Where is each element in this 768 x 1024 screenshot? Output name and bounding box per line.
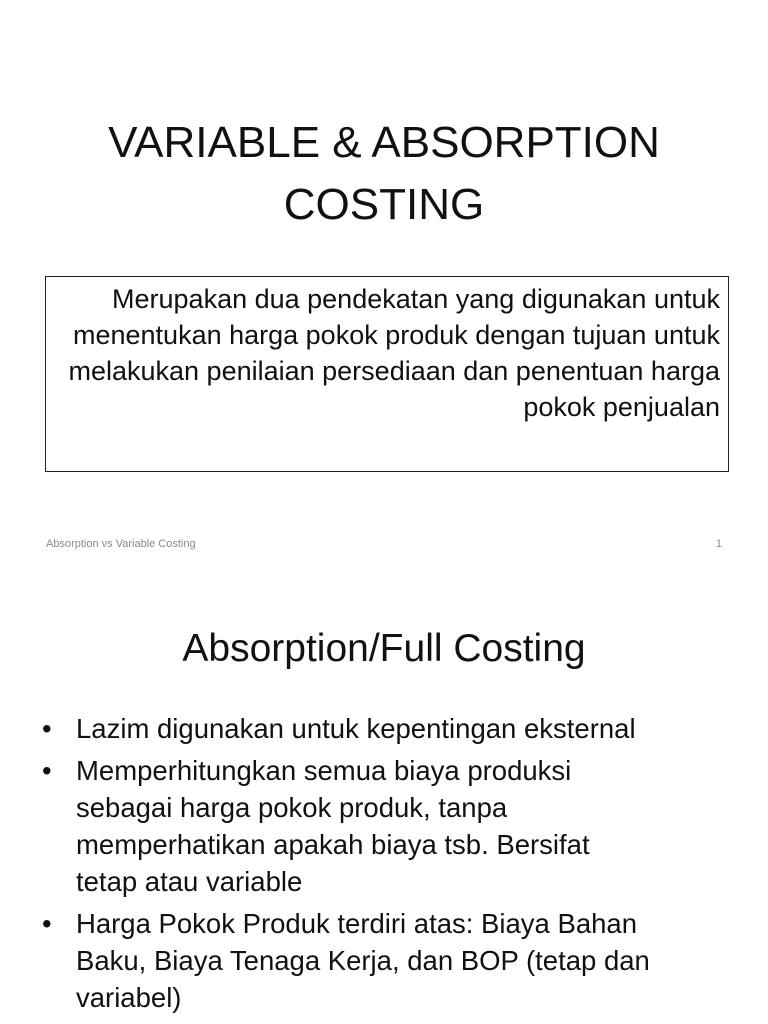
bullet-line: tetap atau variable xyxy=(76,866,303,897)
bullet-line: sebagai harga pokok produk, tanpa xyxy=(76,792,508,823)
list-item xyxy=(42,905,742,1016)
bullet-icon: • xyxy=(42,755,52,786)
bullet-line: variabel) xyxy=(76,982,182,1013)
list-item xyxy=(42,710,742,747)
slide-title-line-2: COSTING xyxy=(283,180,485,229)
slide-title-line-1: VARIABLE & ABSORPTION xyxy=(108,118,660,167)
bullet-line: Memperhitungkan semua biaya produksi xyxy=(76,755,572,786)
slide-page-number: 1 xyxy=(715,538,722,550)
definition-box xyxy=(45,276,729,472)
definition-text: Merupakan dua pendekatan yang digunakan untuk menentukan harga pokok produk dengan tujuan untuk melakukan penilaian persediaan dan penentuan harga pokok penjualan xyxy=(68,284,720,422)
slide-title xyxy=(40,112,728,236)
bullet-list xyxy=(42,710,742,1021)
slide-title: Absorption/Full Costing xyxy=(182,627,586,670)
bullet-line: Lazim digunakan untuk kepentingan eksternal xyxy=(76,713,636,744)
bullet-line: memperhatikan apakah biaya tsb. Bersifat xyxy=(76,829,590,860)
bullet-line: Baku, Biaya Tenaga Kerja, dan BOP (tetap dan xyxy=(76,945,650,976)
bullet-icon: • xyxy=(42,713,52,744)
bullet-icon: • xyxy=(42,908,52,939)
slide-2 xyxy=(0,576,768,1024)
bullet-line: Harga Pokok Produk terdiri atas: Biaya Bahan xyxy=(76,908,637,939)
slide-footer-caption: Absorption vs Variable Costing xyxy=(46,538,196,550)
list-item xyxy=(42,752,742,900)
